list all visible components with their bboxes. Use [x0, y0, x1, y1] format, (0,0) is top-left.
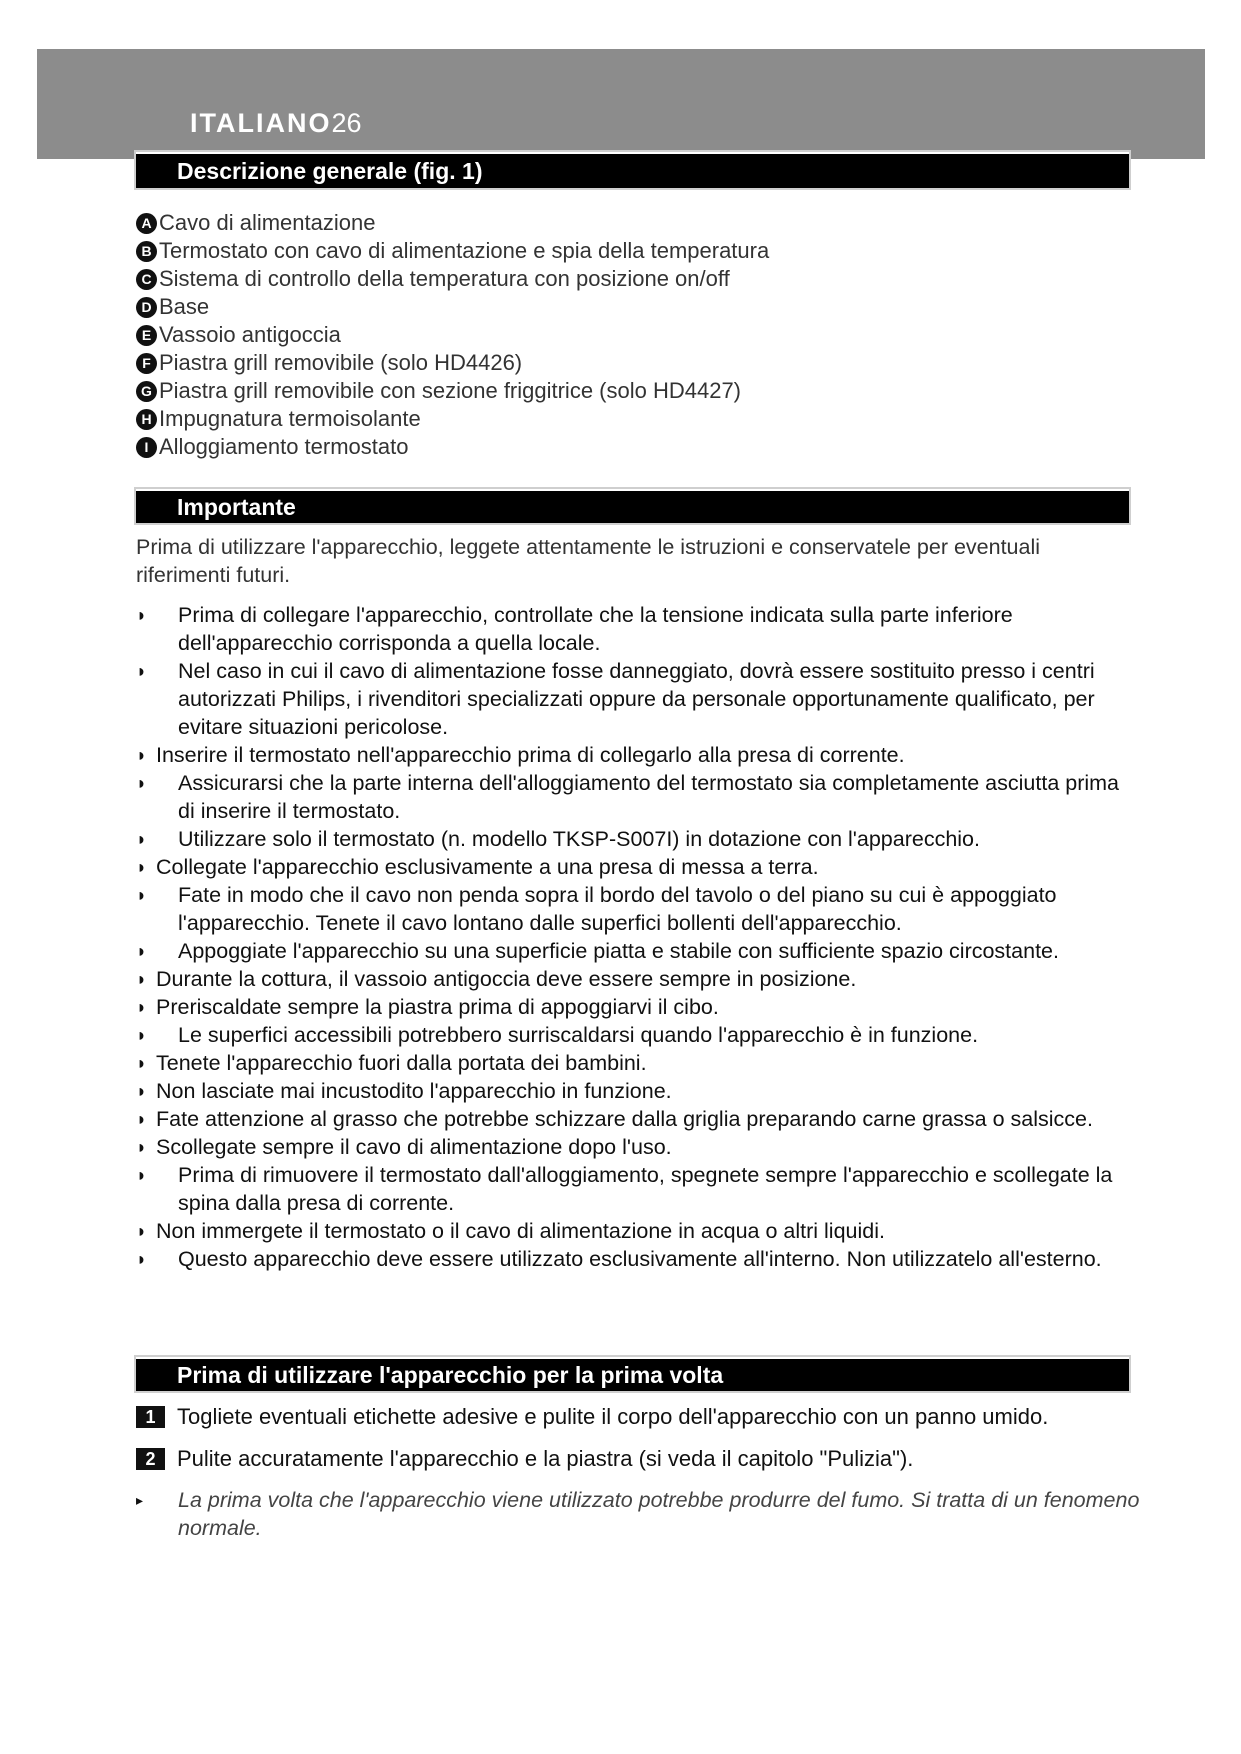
list-item	[136, 825, 1136, 853]
bullet-icon: ◗	[136, 829, 147, 849]
list-item	[136, 741, 1136, 769]
bullet-icon: ◗	[136, 1081, 147, 1101]
bullet-icon: ◗	[136, 941, 147, 961]
warning-text: Non immergete il termostato o il cavo di alimentazione in acqua o altri liquidi.	[156, 1219, 885, 1243]
list-item	[136, 433, 1116, 461]
arrow-icon: ▸	[136, 1492, 144, 1508]
warning-text: Prima di rimuovere il termostato dall'alloggiamento, spegnete sempre l'apparecchio e scollegate la spina dalla presa di corrente.	[178, 1163, 1113, 1215]
list-item	[136, 405, 1116, 433]
bullet-icon: ◗	[136, 745, 147, 765]
page-header	[190, 108, 362, 139]
part-label: Termostato con cavo di alimentazione e spia della temperatura	[159, 238, 770, 263]
warning-text: Nel caso in cui il cavo di alimentazione fosse danneggiato, dovrà essere sostituito presso i centri autorizzati Philips, i rivenditori specializzati oppure da personale opportunamente qualificato, per evitare situazioni pericolose.	[178, 659, 1095, 739]
warning-text: Fate in modo che il cavo non penda sopra il bordo del tavolo o del piano su cui è appoggiato l'apparecchio. Tenete il cavo lontano dalle superfici bollenti dell'apparecchio.	[178, 883, 1057, 935]
bullet-icon: ◗	[136, 1025, 147, 1045]
warning-text: Tenete l'apparecchio fuori dalla portata dei bambini.	[156, 1051, 647, 1075]
bullet-icon: ◗	[136, 997, 147, 1017]
bullet-icon: ◗	[136, 1221, 147, 1241]
list-item	[136, 1133, 1136, 1161]
part-label: Cavo di alimentazione	[159, 210, 376, 235]
warning-text: Le superfici accessibili potrebbero surriscaldarsi quando l'apparecchio è in funzione.	[178, 1023, 979, 1047]
warning-text: Questo apparecchio deve essere utilizzato esclusivamente all'interno. Non utilizzatelo all'esterno.	[178, 1247, 1102, 1271]
list-item	[136, 209, 1116, 237]
list-item	[136, 1217, 1136, 1245]
part-label: Vassoio antigoccia	[159, 322, 341, 347]
list-item	[136, 965, 1136, 993]
section-title-general: Descrizione generale (fig. 1)	[136, 152, 1129, 188]
warning-text: Durante la cottura, il vassoio antigoccia deve essere sempre in posizione.	[156, 967, 857, 991]
bullet-icon: ◗	[136, 1249, 147, 1269]
bullet-icon: ◗	[136, 1109, 147, 1129]
warning-text: Scollegate sempre il cavo di alimentazione dopo l'uso.	[156, 1135, 672, 1159]
step-number: 1	[136, 1406, 165, 1428]
bullet-icon: ◗	[136, 773, 147, 793]
step-text: Pulite accuratamente l'apparecchio e la piastra (si veda il capitolo "Pulizia").	[177, 1446, 914, 1471]
part-label: Base	[159, 294, 210, 319]
note	[136, 1486, 1158, 1542]
list-item	[136, 377, 1116, 405]
bullet-icon: ◗	[136, 605, 147, 625]
list-item	[136, 1402, 1136, 1432]
list-item	[136, 601, 1136, 657]
section-title-important: Importante	[136, 489, 1129, 523]
step-number: 2	[136, 1448, 165, 1470]
list-item	[136, 993, 1136, 1021]
letter-badge: B	[136, 241, 157, 262]
list-item	[136, 1105, 1136, 1133]
letter-badge: G	[136, 381, 157, 402]
warning-text: Inserire il termostato nell'apparecchio prima di collegarlo alla presa di corrente.	[156, 743, 905, 767]
part-label: Alloggiamento termostato	[159, 434, 409, 459]
bullet-icon: ◗	[136, 857, 147, 877]
part-label: Piastra grill removibile con sezione friggitrice (solo HD4427)	[159, 378, 742, 403]
list-item	[136, 1049, 1136, 1077]
list-item	[136, 1161, 1136, 1217]
bullet-icon: ◗	[136, 885, 147, 905]
warning-text: Appoggiate l'apparecchio su una superficie piatta e stabile con sufficiente spazio circostante.	[178, 939, 1059, 963]
list-item	[136, 853, 1136, 881]
list-item	[136, 1444, 1136, 1474]
warning-text: Fate attenzione al grasso che potrebbe schizzare dalla griglia preparando carne grassa o salsicce.	[156, 1107, 1093, 1131]
list-item	[136, 769, 1136, 825]
note-text: La prima volta che l'apparecchio viene utilizzato potrebbe produrre del fumo. Si tratta di un fenomeno normale.	[178, 1488, 1140, 1540]
letter-badge: D	[136, 297, 157, 318]
list-item	[136, 321, 1116, 349]
warning-text: Prima di collegare l'apparecchio, controllate che la tensione indicata sulla parte inferiore dell'apparecchio corrisponda a quella locale.	[178, 603, 1013, 655]
bullet-icon: ◗	[136, 1137, 147, 1157]
section-title-first-use: Prima di utilizzare l'apparecchio per la prima volta	[136, 1357, 1129, 1391]
letter-badge: H	[136, 409, 157, 430]
part-label: Sistema di controllo della temperatura con posizione on/off	[159, 266, 730, 291]
list-item	[136, 881, 1136, 937]
list-item	[136, 293, 1116, 321]
bullet-icon: ◗	[136, 1165, 147, 1185]
intro-paragraph: Prima di utilizzare l'apparecchio, leggete attentamente le istruzioni e conservatele per eventuali riferimenti futuri.	[136, 535, 1041, 587]
header-band	[37, 49, 1205, 159]
warning-text: Non lasciate mai incustodito l'apparecchio in funzione.	[156, 1079, 672, 1103]
page-number: 26	[331, 108, 362, 138]
list-item	[136, 937, 1136, 965]
list-item	[136, 349, 1116, 377]
bullet-icon: ◗	[136, 661, 147, 681]
parts-list	[136, 209, 1116, 461]
warning-text: Collegate l'apparecchio esclusivamente a una presa di messa a terra.	[156, 855, 819, 879]
letter-badge: C	[136, 269, 157, 290]
warnings-list	[136, 601, 1136, 1273]
language-label: ITALIANO	[190, 108, 332, 138]
steps-list	[136, 1402, 1140, 1542]
warning-text: Assicurarsi che la parte interna dell'alloggiamento del termostato sia completamente asciutta prima di inserire il termostato.	[178, 771, 1120, 823]
list-item	[136, 1021, 1136, 1049]
step-text: Togliete eventuali etichette adesive e pulite il corpo dell'apparecchio con un panno umido.	[177, 1404, 1049, 1429]
list-item	[136, 265, 1116, 293]
part-label: Piastra grill removibile (solo HD4426)	[159, 350, 523, 375]
list-item	[136, 1245, 1136, 1273]
list-item	[136, 1077, 1136, 1105]
letter-badge: I	[136, 437, 157, 458]
letter-badge: A	[136, 213, 157, 234]
letter-badge: F	[136, 353, 157, 374]
bullet-icon: ◗	[136, 1053, 147, 1073]
bullet-icon: ◗	[136, 969, 147, 989]
warning-text: Preriscaldate sempre la piastra prima di appoggiarvi il cibo.	[156, 995, 719, 1019]
part-label: Impugnatura termoisolante	[159, 406, 421, 431]
warning-text: Utilizzare solo il termostato (n. modello TKSP-S007I) in dotazione con l'apparecchio.	[178, 827, 980, 851]
list-item	[136, 237, 1116, 265]
list-item	[136, 657, 1136, 741]
letter-badge: E	[136, 325, 157, 346]
